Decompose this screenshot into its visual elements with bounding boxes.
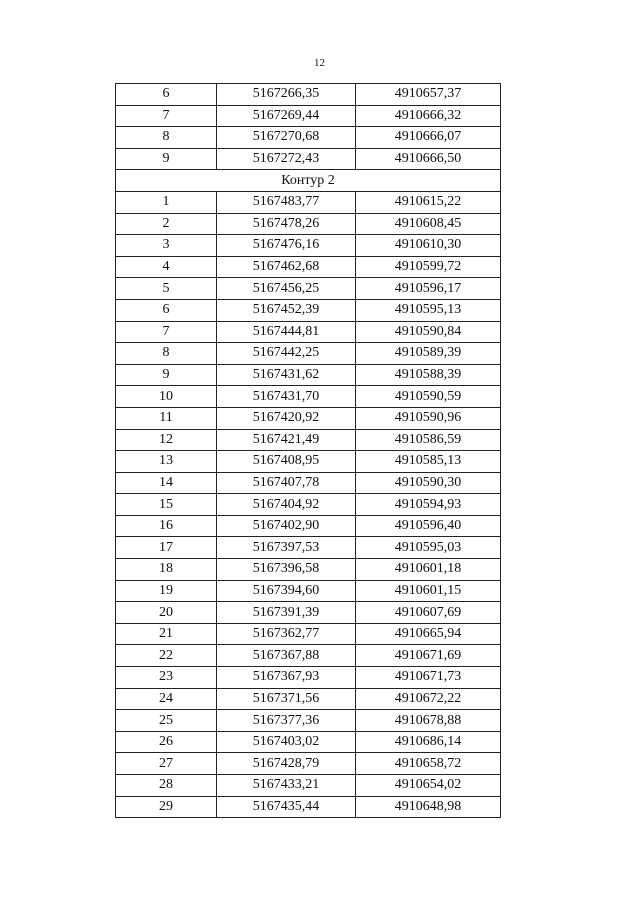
point-number-cell: 5: [116, 278, 217, 300]
x-coordinate-cell: 5167433,21: [217, 775, 356, 797]
table-row: [116, 299, 501, 321]
table-row: [116, 775, 501, 797]
x-coordinate-cell: 5167462,68: [217, 256, 356, 278]
point-number-cell: 19: [116, 580, 217, 602]
x-coordinate-cell: 5167442,25: [217, 343, 356, 365]
y-coordinate-cell: 4910585,13: [356, 451, 501, 473]
x-coordinate-cell: 5167444,81: [217, 321, 356, 343]
x-coordinate-cell: 5167483,77: [217, 191, 356, 213]
point-number-cell: 1: [116, 191, 217, 213]
y-coordinate-cell: 4910615,22: [356, 191, 501, 213]
table-row: [116, 623, 501, 645]
table-row: [116, 602, 501, 624]
y-coordinate-cell: 4910595,13: [356, 299, 501, 321]
y-coordinate-cell: 4910590,84: [356, 321, 501, 343]
table-row: [116, 278, 501, 300]
point-number-cell: 22: [116, 645, 217, 667]
point-number-cell: 16: [116, 515, 217, 537]
x-coordinate-cell: 5167371,56: [217, 688, 356, 710]
point-number-cell: 6: [116, 299, 217, 321]
table-row: [116, 429, 501, 451]
table-row: [116, 386, 501, 408]
point-number-cell: 23: [116, 667, 217, 689]
table-row: [116, 84, 501, 106]
point-number-cell: 6: [116, 84, 217, 106]
y-coordinate-cell: 4910608,45: [356, 213, 501, 235]
point-number-cell: 13: [116, 451, 217, 473]
coordinates-table-body: [116, 84, 501, 818]
y-coordinate-cell: 4910590,96: [356, 407, 501, 429]
point-number-cell: 3: [116, 235, 217, 257]
x-coordinate-cell: 5167407,78: [217, 472, 356, 494]
y-coordinate-cell: 4910599,72: [356, 256, 501, 278]
table-row: [116, 559, 501, 581]
table-row: [116, 407, 501, 429]
x-coordinate-cell: 5167421,49: [217, 429, 356, 451]
y-coordinate-cell: 4910590,59: [356, 386, 501, 408]
y-coordinate-cell: 4910610,30: [356, 235, 501, 257]
y-coordinate-cell: 4910665,94: [356, 623, 501, 645]
y-coordinate-cell: 4910594,93: [356, 494, 501, 516]
point-number-cell: 17: [116, 537, 217, 559]
y-coordinate-cell: 4910596,17: [356, 278, 501, 300]
point-number-cell: 9: [116, 364, 217, 386]
table-row: [116, 645, 501, 667]
point-number-cell: 2: [116, 213, 217, 235]
point-number-cell: 28: [116, 775, 217, 797]
y-coordinate-cell: 4910648,98: [356, 796, 501, 818]
x-coordinate-cell: 5167272,43: [217, 148, 356, 170]
y-coordinate-cell: 4910671,73: [356, 667, 501, 689]
x-coordinate-cell: 5167478,26: [217, 213, 356, 235]
table-row: [116, 191, 501, 213]
point-number-cell: 21: [116, 623, 217, 645]
table-row: [116, 753, 501, 775]
y-coordinate-cell: 4910671,69: [356, 645, 501, 667]
y-coordinate-cell: 4910654,02: [356, 775, 501, 797]
x-coordinate-cell: 5167420,92: [217, 407, 356, 429]
table-row: [116, 321, 501, 343]
coordinates-table: [115, 83, 501, 818]
table-row: [116, 148, 501, 170]
x-coordinate-cell: 5167367,93: [217, 667, 356, 689]
point-number-cell: 26: [116, 731, 217, 753]
y-coordinate-cell: 4910672,22: [356, 688, 501, 710]
y-coordinate-cell: 4910601,15: [356, 580, 501, 602]
point-number-cell: 7: [116, 321, 217, 343]
x-coordinate-cell: 5167266,35: [217, 84, 356, 106]
x-coordinate-cell: 5167362,77: [217, 623, 356, 645]
x-coordinate-cell: 5167431,70: [217, 386, 356, 408]
point-number-cell: 15: [116, 494, 217, 516]
x-coordinate-cell: 5167397,53: [217, 537, 356, 559]
x-coordinate-cell: 5167435,44: [217, 796, 356, 818]
y-coordinate-cell: 4910686,14: [356, 731, 501, 753]
x-coordinate-cell: 5167394,60: [217, 580, 356, 602]
x-coordinate-cell: 5167270,68: [217, 127, 356, 149]
x-coordinate-cell: 5167377,36: [217, 710, 356, 732]
table-row: [116, 667, 501, 689]
x-coordinate-cell: 5167396,58: [217, 559, 356, 581]
y-coordinate-cell: 4910666,32: [356, 105, 501, 127]
x-coordinate-cell: 5167404,92: [217, 494, 356, 516]
y-coordinate-cell: 4910589,39: [356, 343, 501, 365]
x-coordinate-cell: 5167391,39: [217, 602, 356, 624]
point-number-cell: 14: [116, 472, 217, 494]
point-number-cell: 12: [116, 429, 217, 451]
page-number: 12: [314, 57, 325, 69]
point-number-cell: 8: [116, 343, 217, 365]
y-coordinate-cell: 4910666,50: [356, 148, 501, 170]
point-number-cell: 4: [116, 256, 217, 278]
x-coordinate-cell: 5167452,39: [217, 299, 356, 321]
point-number-cell: 7: [116, 105, 217, 127]
x-coordinate-cell: 5167269,44: [217, 105, 356, 127]
table-row: [116, 494, 501, 516]
x-coordinate-cell: 5167476,16: [217, 235, 356, 257]
x-coordinate-cell: 5167403,02: [217, 731, 356, 753]
point-number-cell: 9: [116, 148, 217, 170]
section-row: [116, 170, 501, 192]
table-row: [116, 105, 501, 127]
table-row: [116, 710, 501, 732]
y-coordinate-cell: 4910666,07: [356, 127, 501, 149]
y-coordinate-cell: 4910590,30: [356, 472, 501, 494]
y-coordinate-cell: 4910607,69: [356, 602, 501, 624]
x-coordinate-cell: 5167367,88: [217, 645, 356, 667]
x-coordinate-cell: 5167456,25: [217, 278, 356, 300]
x-coordinate-cell: 5167408,95: [217, 451, 356, 473]
x-coordinate-cell: 5167428,79: [217, 753, 356, 775]
point-number-cell: 11: [116, 407, 217, 429]
table-row: [116, 537, 501, 559]
table-row: [116, 364, 501, 386]
point-number-cell: 18: [116, 559, 217, 581]
y-coordinate-cell: 4910588,39: [356, 364, 501, 386]
point-number-cell: 24: [116, 688, 217, 710]
y-coordinate-cell: 4910678,88: [356, 710, 501, 732]
table-row: [116, 127, 501, 149]
contour-label: Контур 2: [116, 170, 501, 192]
point-number-cell: 10: [116, 386, 217, 408]
table-row: [116, 256, 501, 278]
point-number-cell: 8: [116, 127, 217, 149]
table-row: [116, 213, 501, 235]
point-number-cell: 29: [116, 796, 217, 818]
table-row: [116, 688, 501, 710]
y-coordinate-cell: 4910586,59: [356, 429, 501, 451]
table-row: [116, 580, 501, 602]
table-row: [116, 235, 501, 257]
point-number-cell: 27: [116, 753, 217, 775]
y-coordinate-cell: 4910596,40: [356, 515, 501, 537]
table-row: [116, 796, 501, 818]
table-row: [116, 472, 501, 494]
x-coordinate-cell: 5167402,90: [217, 515, 356, 537]
table-row: [116, 515, 501, 537]
point-number-cell: 20: [116, 602, 217, 624]
table-row: [116, 451, 501, 473]
y-coordinate-cell: 4910601,18: [356, 559, 501, 581]
y-coordinate-cell: 4910595,03: [356, 537, 501, 559]
x-coordinate-cell: 5167431,62: [217, 364, 356, 386]
table-row: [116, 343, 501, 365]
y-coordinate-cell: 4910657,37: [356, 84, 501, 106]
table-row: [116, 731, 501, 753]
y-coordinate-cell: 4910658,72: [356, 753, 501, 775]
point-number-cell: 25: [116, 710, 217, 732]
